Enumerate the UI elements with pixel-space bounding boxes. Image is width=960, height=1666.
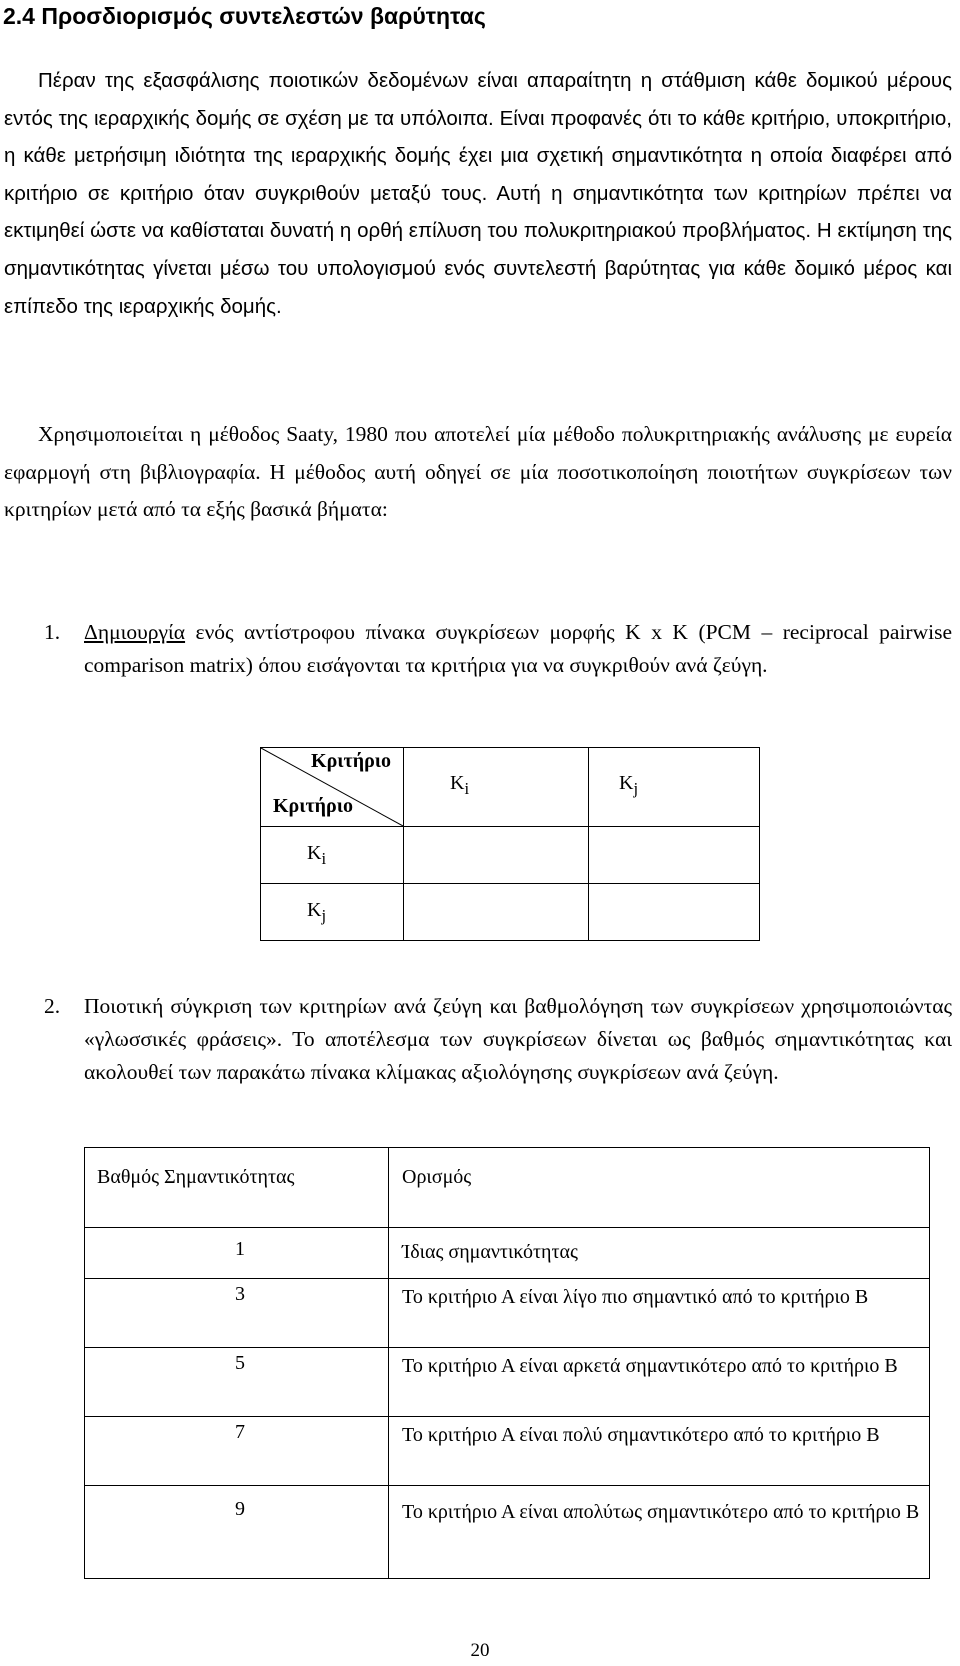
definition-text: Το κριτήριο Α είναι λίγο πιο σημαντικό από το κριτήριο Β	[389, 1279, 930, 1348]
matrix-cell	[589, 884, 760, 941]
section-heading: 2.4 Προσδιορισμός συντελεστών βαρύτητας	[3, 3, 486, 29]
page-number: 20	[470, 1640, 490, 1661]
definition-text: Το κριτήριο Α είναι αρκετά σημαντικότερο από το κριτήριο Β	[389, 1348, 930, 1417]
table-header-importance: Βαθμός Σημαντικότητας	[85, 1148, 389, 1228]
table-row	[85, 1348, 930, 1417]
row-header-kj: $K_j$	[261, 884, 404, 941]
matrix-cell	[404, 884, 589, 941]
table-row	[85, 1279, 930, 1348]
list-item-rest: ενός αντίστροφου πίνακα συγκρίσεων μορφής K x K (PCM – reciprocal pairwise comparison matrix) όπου εισάγονται τα κριτήρια για να συγκριθούν ανά ζεύγη.	[84, 620, 952, 677]
importance-value: 1	[85, 1228, 389, 1279]
column-header-ki: $K_i$	[404, 748, 589, 827]
list-item-text	[84, 616, 952, 682]
row-header-label: Κριτήριο	[273, 795, 353, 817]
column-header-label: Κριτήριο	[311, 750, 391, 772]
underlined-word: Δημιουργία	[84, 620, 186, 644]
importance-value: 5	[85, 1348, 389, 1417]
saaty-scale-table	[84, 1147, 930, 1579]
definition-text: Το κριτήριο Α είναι πολύ σημαντικότερο από το κριτήριο Β	[389, 1417, 930, 1486]
matrix-cell	[589, 827, 760, 884]
matrix-cell	[404, 827, 589, 884]
pairwise-comparison-matrix	[260, 747, 760, 941]
matrix-corner-cell	[261, 748, 404, 827]
list-number: 2.	[44, 994, 61, 1018]
paragraph-weighting-intro: Πέραν της εξασφάλισης ποιοτικών δεδομένων είναι απαραίτητη η στάθμιση κάθε δομικού μέρους εντός της ιεραρχικής δομής σε σχέση με τα υπόλοιπα. Είναι προφανές ότι το κάθε κριτήριο, υποκριτήριο, η κάθε μετρήσιμη ιδιότητα της ιεραρχικής δομής έχει μια σχετική σημαντικότητα η οποία διαφέρει από κριτήριο σε κριτήριο όταν συγκριθούν μεταξύ τους. Αυτή η σημαντικότητα των κριτηρίων πρέπει να εκτιμηθεί ώστε να καθίσταται δυνατή η ορθή επίλυση του πολυκριτηριακού προβλήματος. Η εκτίμηση της σημαντικότητας γίνεται μέσω του υπολογισμού ενός συντελεστή βαρύτητας για κάθε δομικό μέρος και επίπεδο της ιεραρχικής δομής.	[4, 69, 952, 318]
list-item-text: Ποιοτική σύγκριση των κριτηρίων ανά ζεύγη και βαθμολόγηση των συγκρίσεων χρησιμοποιώντας «γλωσσικές φράσεις». Το αποτέλεσμα των συγκρίσεων δίνεται ως βαθμός σημαντικότητας και ακολουθεί των παρακάτω πίνακα κλίμακας αξιολόγησης συγκρίσεων ανά ζεύγη.	[84, 994, 952, 1084]
table-row	[85, 1228, 930, 1279]
table-row	[85, 1417, 930, 1486]
definition-text: Ίδιας σημαντικότητας	[389, 1228, 930, 1279]
definition-text: Το κριτήριο Α είναι απολύτως σημαντικότερο από το κριτήριο Β	[389, 1486, 930, 1579]
row-header-ki: $K_i$	[261, 827, 404, 884]
list-number: 1.	[44, 620, 61, 644]
importance-value: 7	[85, 1417, 389, 1486]
table-header-definition: Ορισμός	[389, 1148, 930, 1228]
column-header-kj: $K_j$	[589, 748, 760, 827]
table-row	[85, 1486, 930, 1579]
list-item-step-1	[44, 616, 952, 682]
paragraph-saaty-method: Χρησιμοποιείται η μέθοδος Saaty, 1980 που αποτελεί μία μέθοδο πολυκριτηριακής ανάλυσης με ευρεία εφαρμογή στη βιβλιογραφία. Η μέθοδος αυτή οδηγεί σε μία ποσοτικοποίηση ποιοτήτων συγκρίσεων των κριτηρίων μετά από τα εξής βασικά βήματα:	[4, 422, 952, 522]
importance-value: 3	[85, 1279, 389, 1348]
list-item-step-2	[44, 990, 952, 1089]
importance-value: 9	[85, 1486, 389, 1579]
